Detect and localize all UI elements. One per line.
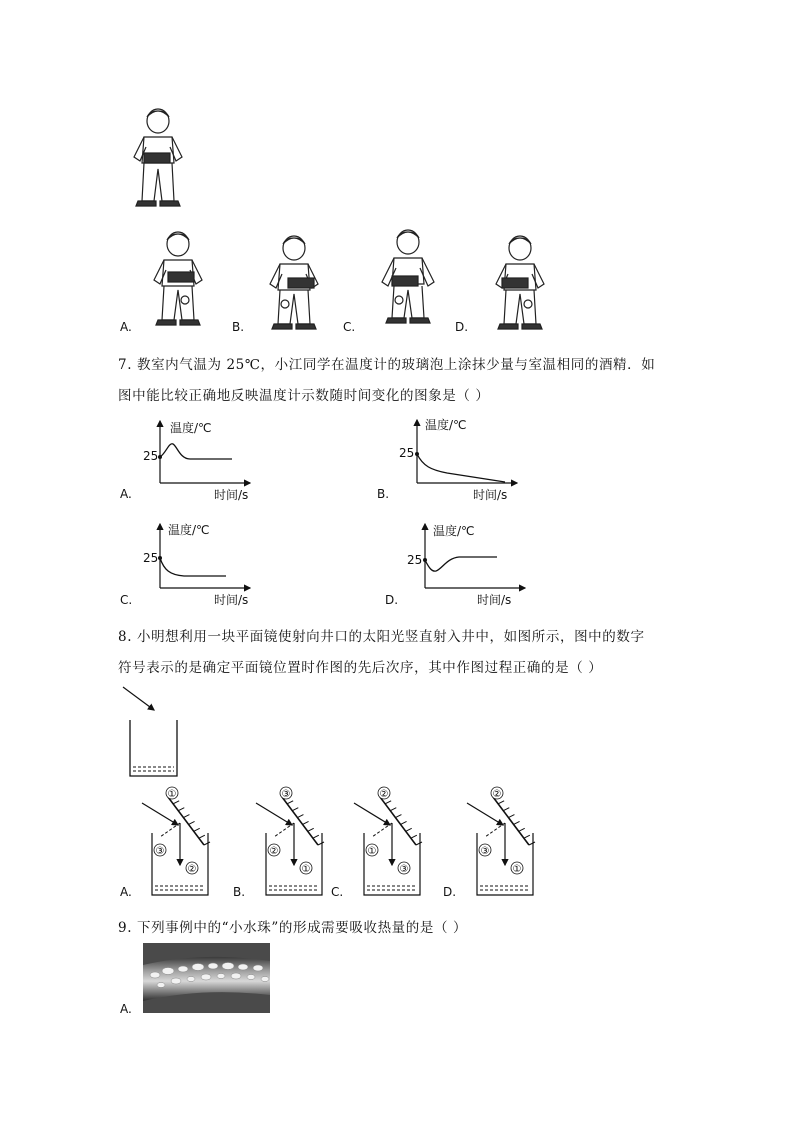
step-label-left: ③ (155, 846, 165, 857)
q7-c-start-tick: 25 (143, 551, 159, 565)
q7-graph-d (405, 520, 535, 608)
normal-line (160, 823, 180, 837)
incident-ray (354, 803, 390, 825)
q8-sunlight-ray (123, 687, 154, 710)
q8-option-d-diagram (465, 785, 545, 900)
q9-option-a-label[interactable]: A. (120, 1002, 132, 1016)
q6-option-b-label[interactable]: B. (232, 320, 245, 334)
q8-reference-well-diagram (120, 685, 185, 780)
q7-a-ylabel: 温度/℃ (170, 421, 212, 435)
q7-b-ylabel: 温度/℃ (425, 418, 467, 432)
incident-ray (467, 803, 503, 825)
step-label-left: ② (269, 846, 279, 857)
normal-line (485, 823, 505, 837)
q7-a-curve (160, 444, 232, 459)
q7-d-curve (425, 557, 497, 571)
q7-d-start-tick: 25 (407, 553, 423, 567)
q8-option-b-diagram (254, 785, 334, 900)
q7-c-ylabel: 温度/℃ (168, 523, 210, 537)
q7-option-b-label[interactable]: B. (377, 487, 390, 501)
option-b-boy-figure (252, 232, 332, 337)
step-label-bottom: ① (301, 864, 311, 875)
reference-boy-figure (120, 105, 200, 215)
option-a-boy-figure (140, 228, 220, 333)
q8-text-line2: 符号表示的是确定平面镜位置时作图的先后次序，其中作图过程正确的是（ ） (118, 660, 603, 676)
q8-option-b-label[interactable]: B. (233, 885, 246, 899)
step-label-top: ③ (281, 789, 291, 800)
q6-option-c-label[interactable]: C. (343, 320, 356, 334)
q6-option-a-label[interactable]: A. (120, 320, 132, 334)
q7-graph-a (140, 417, 260, 502)
q9-option-a-water-droplets-photo (143, 943, 270, 1013)
option-c-boy-figure (370, 226, 450, 331)
q7-text-line1: 7. 教室内气温为 25℃，小江同学在温度计的玻璃泡上涂抹少量与室温相同的酒精．如 (118, 357, 656, 373)
q7-b-xlabel: 时间/s (473, 488, 508, 502)
q7-a-xlabel: 时间/s (214, 488, 249, 502)
q7-d-ylabel: 温度/℃ (433, 524, 475, 538)
q7-text-line2: 图中能比较正确地反映温度计示数随时间变化的图象是（ ） (118, 388, 490, 404)
option-d-boy-figure (478, 232, 558, 337)
step-label-top: ① (167, 789, 177, 800)
q6-option-d-label[interactable]: D. (455, 320, 469, 334)
q8-option-c-diagram (352, 785, 432, 900)
q7-d-xlabel: 时间/s (477, 593, 512, 607)
incident-ray (142, 803, 178, 825)
step-label-left: ① (367, 846, 377, 857)
step-label-top: ② (492, 789, 502, 800)
normal-line (274, 823, 294, 837)
step-label-left: ③ (480, 846, 490, 857)
step-label-bottom: ② (187, 864, 197, 875)
q7-option-a-label[interactable]: A. (120, 487, 132, 501)
incident-ray (256, 803, 292, 825)
q8-option-c-label[interactable]: C. (331, 885, 344, 899)
step-label-bottom: ③ (399, 864, 409, 875)
q7-graph-c (140, 520, 260, 608)
q7-c-curve (160, 558, 226, 576)
q7-option-c-label[interactable]: C. (120, 593, 133, 607)
q7-b-curve (417, 454, 505, 482)
normal-line (372, 823, 392, 837)
q7-option-d-label[interactable]: D. (385, 593, 399, 607)
q7-c-xlabel: 时间/s (214, 593, 249, 607)
q8-text-line1: 8. 小明想利用一块平面镜使射向井口的太阳光竖直射入井中，如图所示，图中的数字 (118, 629, 645, 645)
q8-option-a-diagram (140, 785, 220, 900)
q8-well (130, 720, 177, 776)
q9-text: 9. 下列事例中的“小水珠”的形成需要吸收热量的是（ ） (118, 920, 468, 936)
q7-a-start-tick: 25 (143, 449, 159, 463)
step-label-top: ② (379, 789, 389, 800)
q7-b-start-tick: 25 (399, 446, 415, 460)
q8-option-a-label[interactable]: A. (120, 885, 132, 899)
step-label-bottom: ① (512, 864, 522, 875)
q8-option-d-label[interactable]: D. (443, 885, 457, 899)
q7-graph-b (397, 416, 527, 501)
